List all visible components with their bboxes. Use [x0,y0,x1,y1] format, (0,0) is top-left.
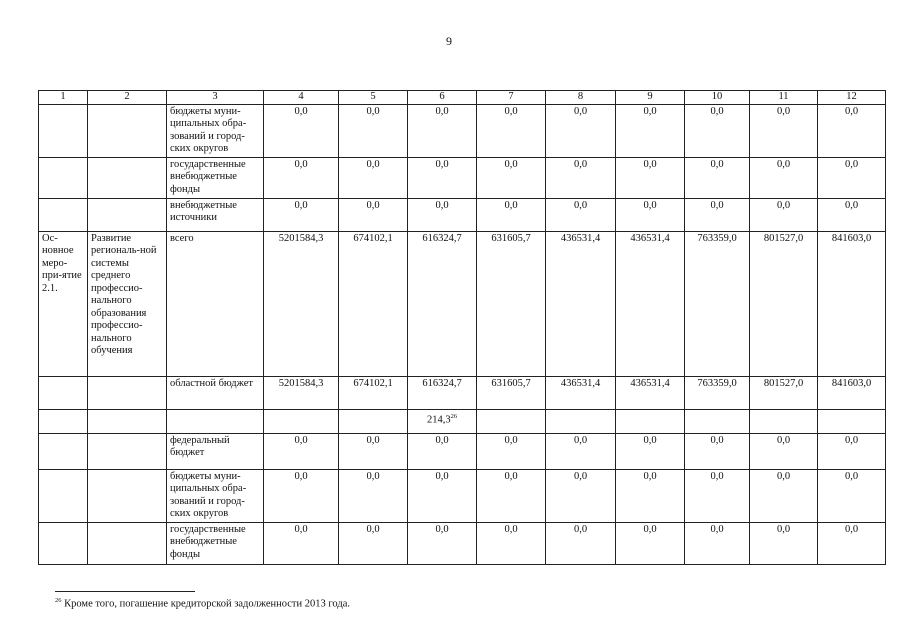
row-label-c3: внебюджетные источники [167,198,264,231]
value-text: 801527,0 [763,232,804,244]
row-label-c1 [39,522,88,564]
row-label-c2 [88,198,167,231]
value-cell [685,376,750,409]
value-cell [546,376,616,409]
footnote-ref: 26 [450,412,458,420]
row-label-c2 [88,157,167,198]
value-text: 0,0 [844,523,859,535]
value-text: 0,0 [643,158,657,170]
value-text: 0,0 [776,199,791,211]
value-text: 0,0 [435,105,449,117]
column-header: 7 [477,91,546,105]
value-cell [750,469,818,522]
value-text: 631605,7 [491,377,531,389]
column-header: 4 [264,91,339,105]
value-text: 0,0 [366,434,380,446]
column-header: 11 [750,91,818,105]
footnote-text: Кроме того, погашение кредиторской задолженности 2013 года. [64,598,350,610]
value-text: 763359,0 [697,232,737,244]
value-text: 436531,4 [630,377,670,389]
value-text: 0,0 [504,434,518,446]
value-text: 0,0 [643,434,657,446]
column-header: 2 [88,91,167,105]
value-text: 436531,4 [630,232,670,244]
value-cell [408,433,477,469]
value-cell [408,409,477,433]
value-cell [750,198,818,231]
value-text: 674102,1 [353,232,393,244]
value-cell [616,409,685,433]
value-text: 0,0 [710,434,724,446]
value-cell [685,522,750,564]
value-text: 0,0 [435,523,449,535]
value-cell [818,157,886,198]
value-cell [408,376,477,409]
value-cell [408,198,477,231]
value-text: 0,0 [710,470,724,482]
value-cell [616,104,685,157]
value-text: 0,0 [844,199,859,211]
row-label-c2 [88,433,167,469]
row-label-c2 [88,409,167,433]
budget-table [38,90,886,565]
table-row [39,231,886,376]
table-row [39,157,886,198]
value-text: 801527,0 [763,377,804,389]
row-label-c1 [39,409,88,433]
value-cell [546,104,616,157]
value-cell [750,433,818,469]
value-text: 0,0 [643,199,657,211]
value-cell [818,376,886,409]
table-row [39,522,886,564]
row-label-c3: государственные внебюджетные фонды [167,157,264,198]
value-cell [477,157,546,198]
value-text: 0,0 [710,523,724,535]
value-cell [264,433,339,469]
value-text: 0,0 [366,523,380,535]
value-text: 841603,0 [831,232,872,244]
value-text: 0,0 [710,199,724,211]
value-text: 0,0 [776,434,791,446]
column-header: 8 [546,91,616,105]
value-cell [408,104,477,157]
value-cell [264,198,339,231]
column-header: 9 [616,91,685,105]
value-cell [408,231,477,376]
value-cell [818,104,886,157]
value-text: 0,0 [294,158,308,170]
value-cell [339,157,408,198]
value-text: 0,0 [504,523,518,535]
value-cell [477,376,546,409]
value-cell [477,433,546,469]
value-cell [818,433,886,469]
value-text: 616324,7 [422,232,462,244]
footnote [55,597,350,610]
column-header: 6 [408,91,477,105]
value-text: 0,0 [573,470,588,482]
value-text: 0,0 [776,523,791,535]
value-text: 0,0 [435,199,449,211]
value-text: 0,0 [844,158,859,170]
value-text: 0,0 [294,434,308,446]
header-row [39,91,886,105]
value-text: 0,0 [435,434,449,446]
value-text: 214,3 [426,414,451,425]
value-cell [264,409,339,433]
row-label-c3 [167,409,264,433]
value-text: 0,0 [573,158,588,170]
value-cell [264,469,339,522]
value-text: 0,0 [844,434,859,446]
footnote-divider [55,591,195,592]
table-row [39,469,886,522]
value-text: 0,0 [573,523,588,535]
value-cell [616,433,685,469]
value-cell [818,469,886,522]
value-text: 763359,0 [697,377,737,389]
value-cell [750,231,818,376]
value-cell [339,522,408,564]
column-header: 10 [685,91,750,105]
value-cell [685,231,750,376]
value-cell [818,522,886,564]
footnote-mark: 26 [55,597,62,604]
table-row [39,409,886,433]
value-cell [546,409,616,433]
value-cell [616,157,685,198]
value-text: 0,0 [504,470,518,482]
value-cell [477,231,546,376]
row-label-c3: бюджеты муни-ципальных обра-зований и город-ских округов [167,104,264,157]
value-cell [685,469,750,522]
value-text: 0,0 [573,105,588,117]
value-text: 0,0 [504,105,518,117]
value-text: 436531,4 [560,232,601,244]
value-text: 0,0 [294,199,308,211]
value-cell [264,376,339,409]
row-label-c1 [39,376,88,409]
value-cell [264,522,339,564]
row-label-c3: федеральный бюджет [167,433,264,469]
value-text: 0,0 [573,434,588,446]
value-cell [339,376,408,409]
value-cell [546,231,616,376]
value-cell [339,469,408,522]
value-text: 0,0 [366,158,380,170]
row-label-c1 [39,198,88,231]
value-cell [264,157,339,198]
value-cell [750,376,818,409]
value-text: 674102,1 [353,377,393,389]
value-text: 0,0 [643,105,657,117]
value-text: 0,0 [366,105,380,117]
value-cell [477,409,546,433]
value-cell [818,198,886,231]
value-cell [477,522,546,564]
value-cell [264,231,339,376]
value-cell [818,409,886,433]
value-cell [546,469,616,522]
value-text: 0,0 [710,105,724,117]
row-label-c1: Ос-новное меро-при-ятие 2.1. [39,231,88,376]
value-text: 0,0 [776,470,791,482]
value-text: 5201584,3 [278,377,324,389]
value-cell [685,409,750,433]
row-label-c2 [88,376,167,409]
row-label-c1 [39,433,88,469]
row-label-c3: областной бюджет [167,376,264,409]
value-text: 0,0 [294,470,308,482]
value-cell [339,409,408,433]
value-text: 0,0 [366,199,380,211]
row-label-c2 [88,469,167,522]
value-text: 0,0 [710,158,724,170]
value-text: 0,0 [643,523,657,535]
value-text: 0,0 [504,199,518,211]
value-cell [339,433,408,469]
value-cell [685,104,750,157]
column-header: 3 [167,91,264,105]
value-text: 0,0 [844,105,859,117]
value-cell [339,231,408,376]
value-cell [408,522,477,564]
value-text: 0,0 [366,470,380,482]
row-label-c1 [39,157,88,198]
value-text: 0,0 [776,158,791,170]
value-text: 5201584,3 [278,232,324,244]
value-cell [546,198,616,231]
page-number: 9 [446,34,452,48]
table-row [39,433,886,469]
value-cell [750,157,818,198]
value-text: 0,0 [504,158,518,170]
value-text: 0,0 [643,470,657,482]
row-label-c3: государственные внебюджетные фонды [167,522,264,564]
row-label-c3: бюджеты муни-ципальных обра-зований и город-ских округов [167,469,264,522]
value-cell [339,198,408,231]
value-cell [264,104,339,157]
value-text: 0,0 [294,523,308,535]
value-cell [750,104,818,157]
value-cell [408,469,477,522]
value-cell [818,231,886,376]
value-text: 841603,0 [831,377,872,389]
value-cell [477,198,546,231]
column-header: 1 [39,91,88,105]
table-row [39,376,886,409]
column-header: 12 [818,91,886,105]
value-text: 0,0 [776,105,791,117]
value-text: 0,0 [435,158,449,170]
value-text: 0,0 [294,105,308,117]
value-cell [685,198,750,231]
column-header: 5 [339,91,408,105]
value-cell [616,198,685,231]
value-cell [546,522,616,564]
value-cell [616,376,685,409]
value-cell [616,522,685,564]
value-text: 0,0 [573,199,588,211]
value-text: 616324,7 [422,377,462,389]
value-cell [339,104,408,157]
table-row [39,104,886,157]
value-text: 631605,7 [491,232,531,244]
value-cell [616,469,685,522]
value-cell [750,522,818,564]
value-cell [546,433,616,469]
value-cell [685,157,750,198]
value-cell [546,157,616,198]
value-text: 0,0 [844,470,859,482]
value-text: 436531,4 [560,377,601,389]
row-label-c3: всего [167,231,264,376]
value-text: 0,0 [435,470,449,482]
value-cell [750,409,818,433]
value-cell [616,231,685,376]
row-label-c1 [39,469,88,522]
row-label-c2 [88,522,167,564]
table-row [39,198,886,231]
value-cell [685,433,750,469]
row-label-c1 [39,104,88,157]
row-label-c2 [88,104,167,157]
value-cell [477,469,546,522]
value-cell [408,157,477,198]
value-cell [477,104,546,157]
row-label-c2: Развитие региональ-ной системы среднего профессио-нального образования профессио-нального обучения [88,231,167,376]
